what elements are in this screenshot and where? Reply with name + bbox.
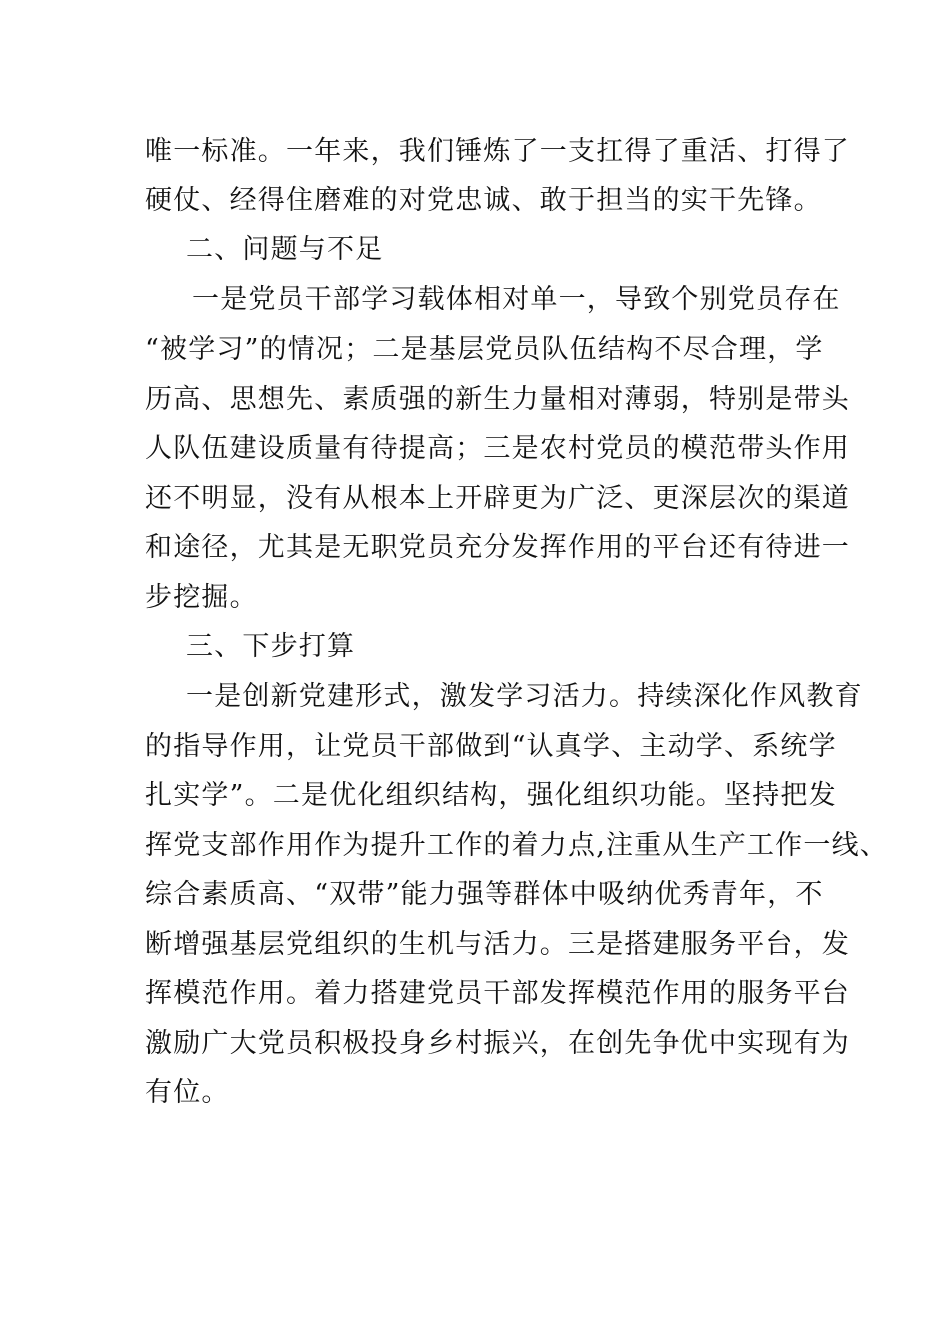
paragraph-line: 还不明显，没有从根本上开辟更为广泛、更深层次的渠道 xyxy=(145,483,850,514)
paragraph-line: 有位。 xyxy=(145,1077,230,1108)
paragraph-line: 唯一标准。一年来，我们锤炼了一支扛得了重活、打得了 xyxy=(145,136,850,167)
paragraph-line: 人队伍建设质量有待提高；三是农村党员的模范带头作用 xyxy=(145,433,850,464)
paragraph-line: 和途径，尤其是无职党员充分发挥作用的平台还有待进一 xyxy=(145,532,850,563)
paragraph-line: 断增强基层党组织的生机与活力。三是搭建服务平台，发 xyxy=(145,929,850,960)
paragraph-line: 硬仗、经得住磨难的对党忠诚、敢于担当的实干先锋。 xyxy=(145,185,822,216)
paragraph-line: 的指导作用，让党员干部做到“认真学、主动学、系统学 xyxy=(145,731,837,762)
paragraph-line: “被学习”的情况；二是基层党员队伍结构不尽合理，学 xyxy=(145,334,824,365)
section-heading-next-steps: 三、下步打算 xyxy=(186,631,356,662)
paragraph-line: 挥党支部作用作为提升工作的着力点,注重从生产工作一线、 xyxy=(145,830,888,861)
paragraph-line: 一是创新党建形式，激发学习活力。持续深化作风教育 xyxy=(186,681,863,712)
paragraph-line: 一是党员干部学习载体相对单一，导致个别党员存在 xyxy=(192,284,841,315)
paragraph-line: 挥模范作用。着力搭建党员干部发挥模范作用的服务平台 xyxy=(145,978,850,1009)
paragraph-line: 激励广大党员积极投身乡村振兴，在创先争优中实现有为 xyxy=(145,1028,850,1059)
section-heading-problems: 二、问题与不足 xyxy=(186,234,384,265)
paragraph-line: 步挖掘。 xyxy=(145,582,258,613)
paragraph-line: 历高、思想先、素质强的新生力量相对薄弱，特别是带头 xyxy=(145,384,850,415)
paragraph-line: 综合素质高、“双带”能力强等群体中吸纳优秀青年，不 xyxy=(145,879,824,910)
paragraph-line: 扎实学”。二是优化组织结构，强化组织功能。坚持把发 xyxy=(145,780,837,811)
